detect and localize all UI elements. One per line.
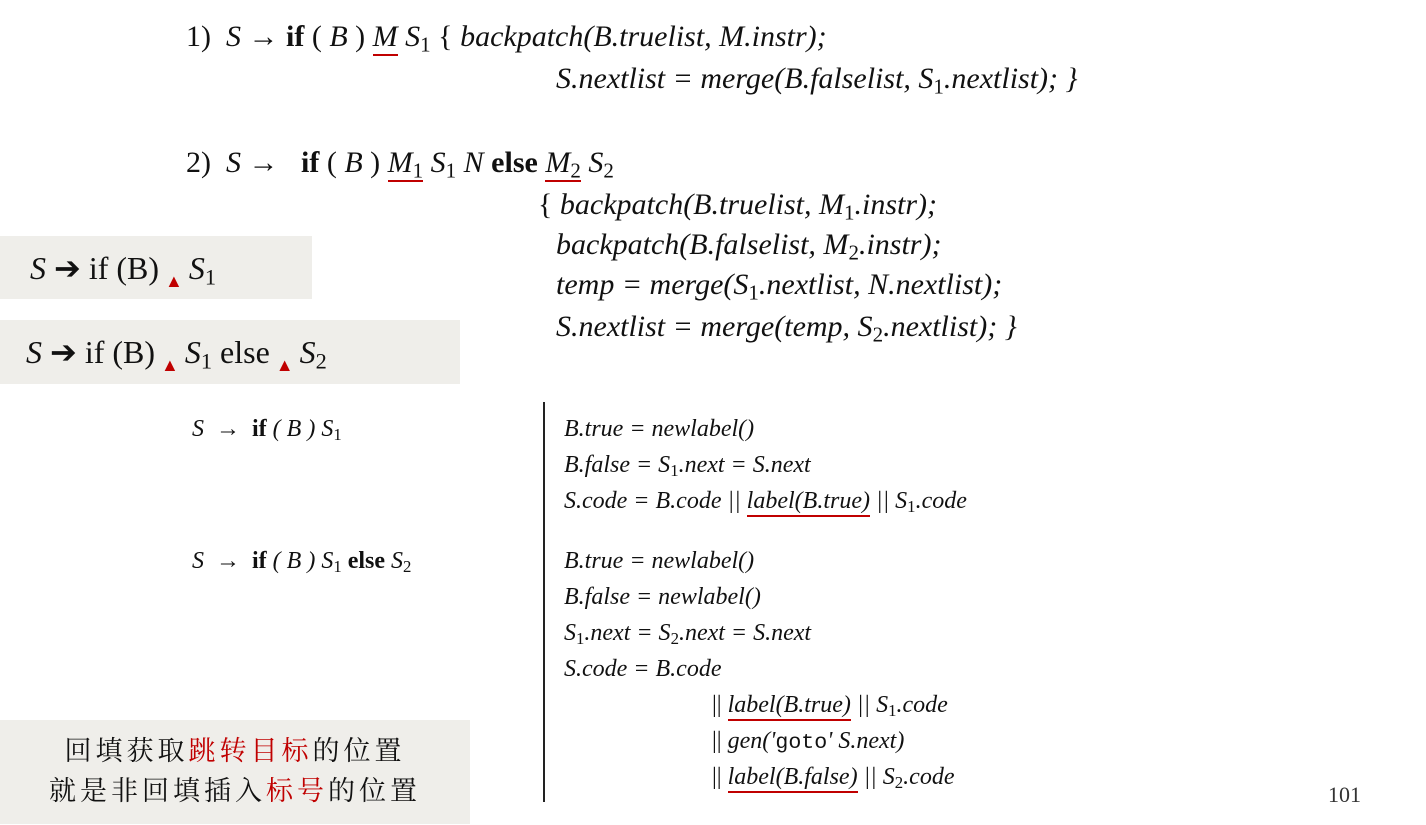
sdt2-rule-7: || label(B.false) || $S_2.code$ [712, 764, 955, 793]
rule2-action-line1: { backpatch(B.truelist, $M_1.instr$); [538, 188, 937, 225]
sdt2-production: S → if ( B ) $S_1$ else $S_2$ [192, 548, 412, 577]
sdt2-rule-6: || gen('goto' S.next) [712, 728, 905, 755]
triangle-marker-icon: ▲ [275, 355, 294, 375]
box-if-then-else: S ➔ if (B) $_▲$ $S_1$ else $_▲$ $S_2$ [0, 320, 460, 384]
marker-M2: $M_2$ [545, 146, 581, 183]
table-divider [543, 402, 545, 802]
arrow-icon: ➔ [50, 334, 77, 370]
sdt2-rule-1: B.true = newlabel() [564, 548, 755, 574]
rule1-production: 1) S → if ( B ) M $S_1$ { backpatch(B.truelist, M.instr); [186, 20, 827, 57]
marker-M1: $M_1$ [387, 146, 424, 183]
rule2-production: 2) S → if ( B ) $M_1$ $S_1$ N else $M_2$ $S_2$ [186, 146, 614, 183]
arrow-icon: ➔ [54, 249, 81, 286]
triangle-marker-icon: ▲ [161, 355, 179, 375]
rule2-action-line3: temp = $merge(S_1.nextlist$, N.nextlist); [556, 268, 1003, 305]
rule2-action-line2: backpatch(B.falselist, $M_2.instr$); [556, 228, 942, 265]
sdt1-production: S → if ( B ) $S_1$ [192, 416, 342, 445]
note-box [0, 720, 470, 824]
sdt2-rule-4: S.code = B.code [564, 656, 722, 682]
sdt2-rule-3: $S_1.next$ = $S_2.next$ = S.next [564, 620, 812, 649]
sdt1-rule-2: B.false = $S_1.next$ = S.next [564, 452, 811, 481]
sdt2-rule-2: B.false = newlabel() [564, 584, 761, 610]
rule1-action-line2: S.nextlist = merge(B.falselist, $S_1.nextlist$); } [556, 62, 1078, 99]
sdt1-rule-1: B.true = newlabel() [564, 416, 755, 442]
label-false-underlined: label(B.false) [728, 764, 858, 793]
label-true-underlined: label(B.true) [747, 488, 870, 517]
triangle-marker-icon: ▲ [165, 270, 183, 291]
marker-M: M [373, 20, 398, 56]
rule2-action-line4: S.nextlist = merge(temp, $S_2.nextlist$); } [556, 310, 1017, 347]
sdt1-rule-3: S.code = B.code || label(B.true) || $S_1.code$ [564, 488, 967, 517]
sdt2-rule-5: || label(B.true) || $S_1.code$ [712, 692, 948, 721]
page-number: 101 [1328, 782, 1361, 807]
note-line-2: 就是非回填插入标号的位置 [49, 776, 421, 807]
box-if-then: S ➔ if (B) $_▲$ $S_1$ [0, 236, 312, 299]
label-true-underlined: label(B.true) [728, 692, 851, 721]
note-line-1: 回填获取跳转目标的位置 [64, 736, 406, 767]
